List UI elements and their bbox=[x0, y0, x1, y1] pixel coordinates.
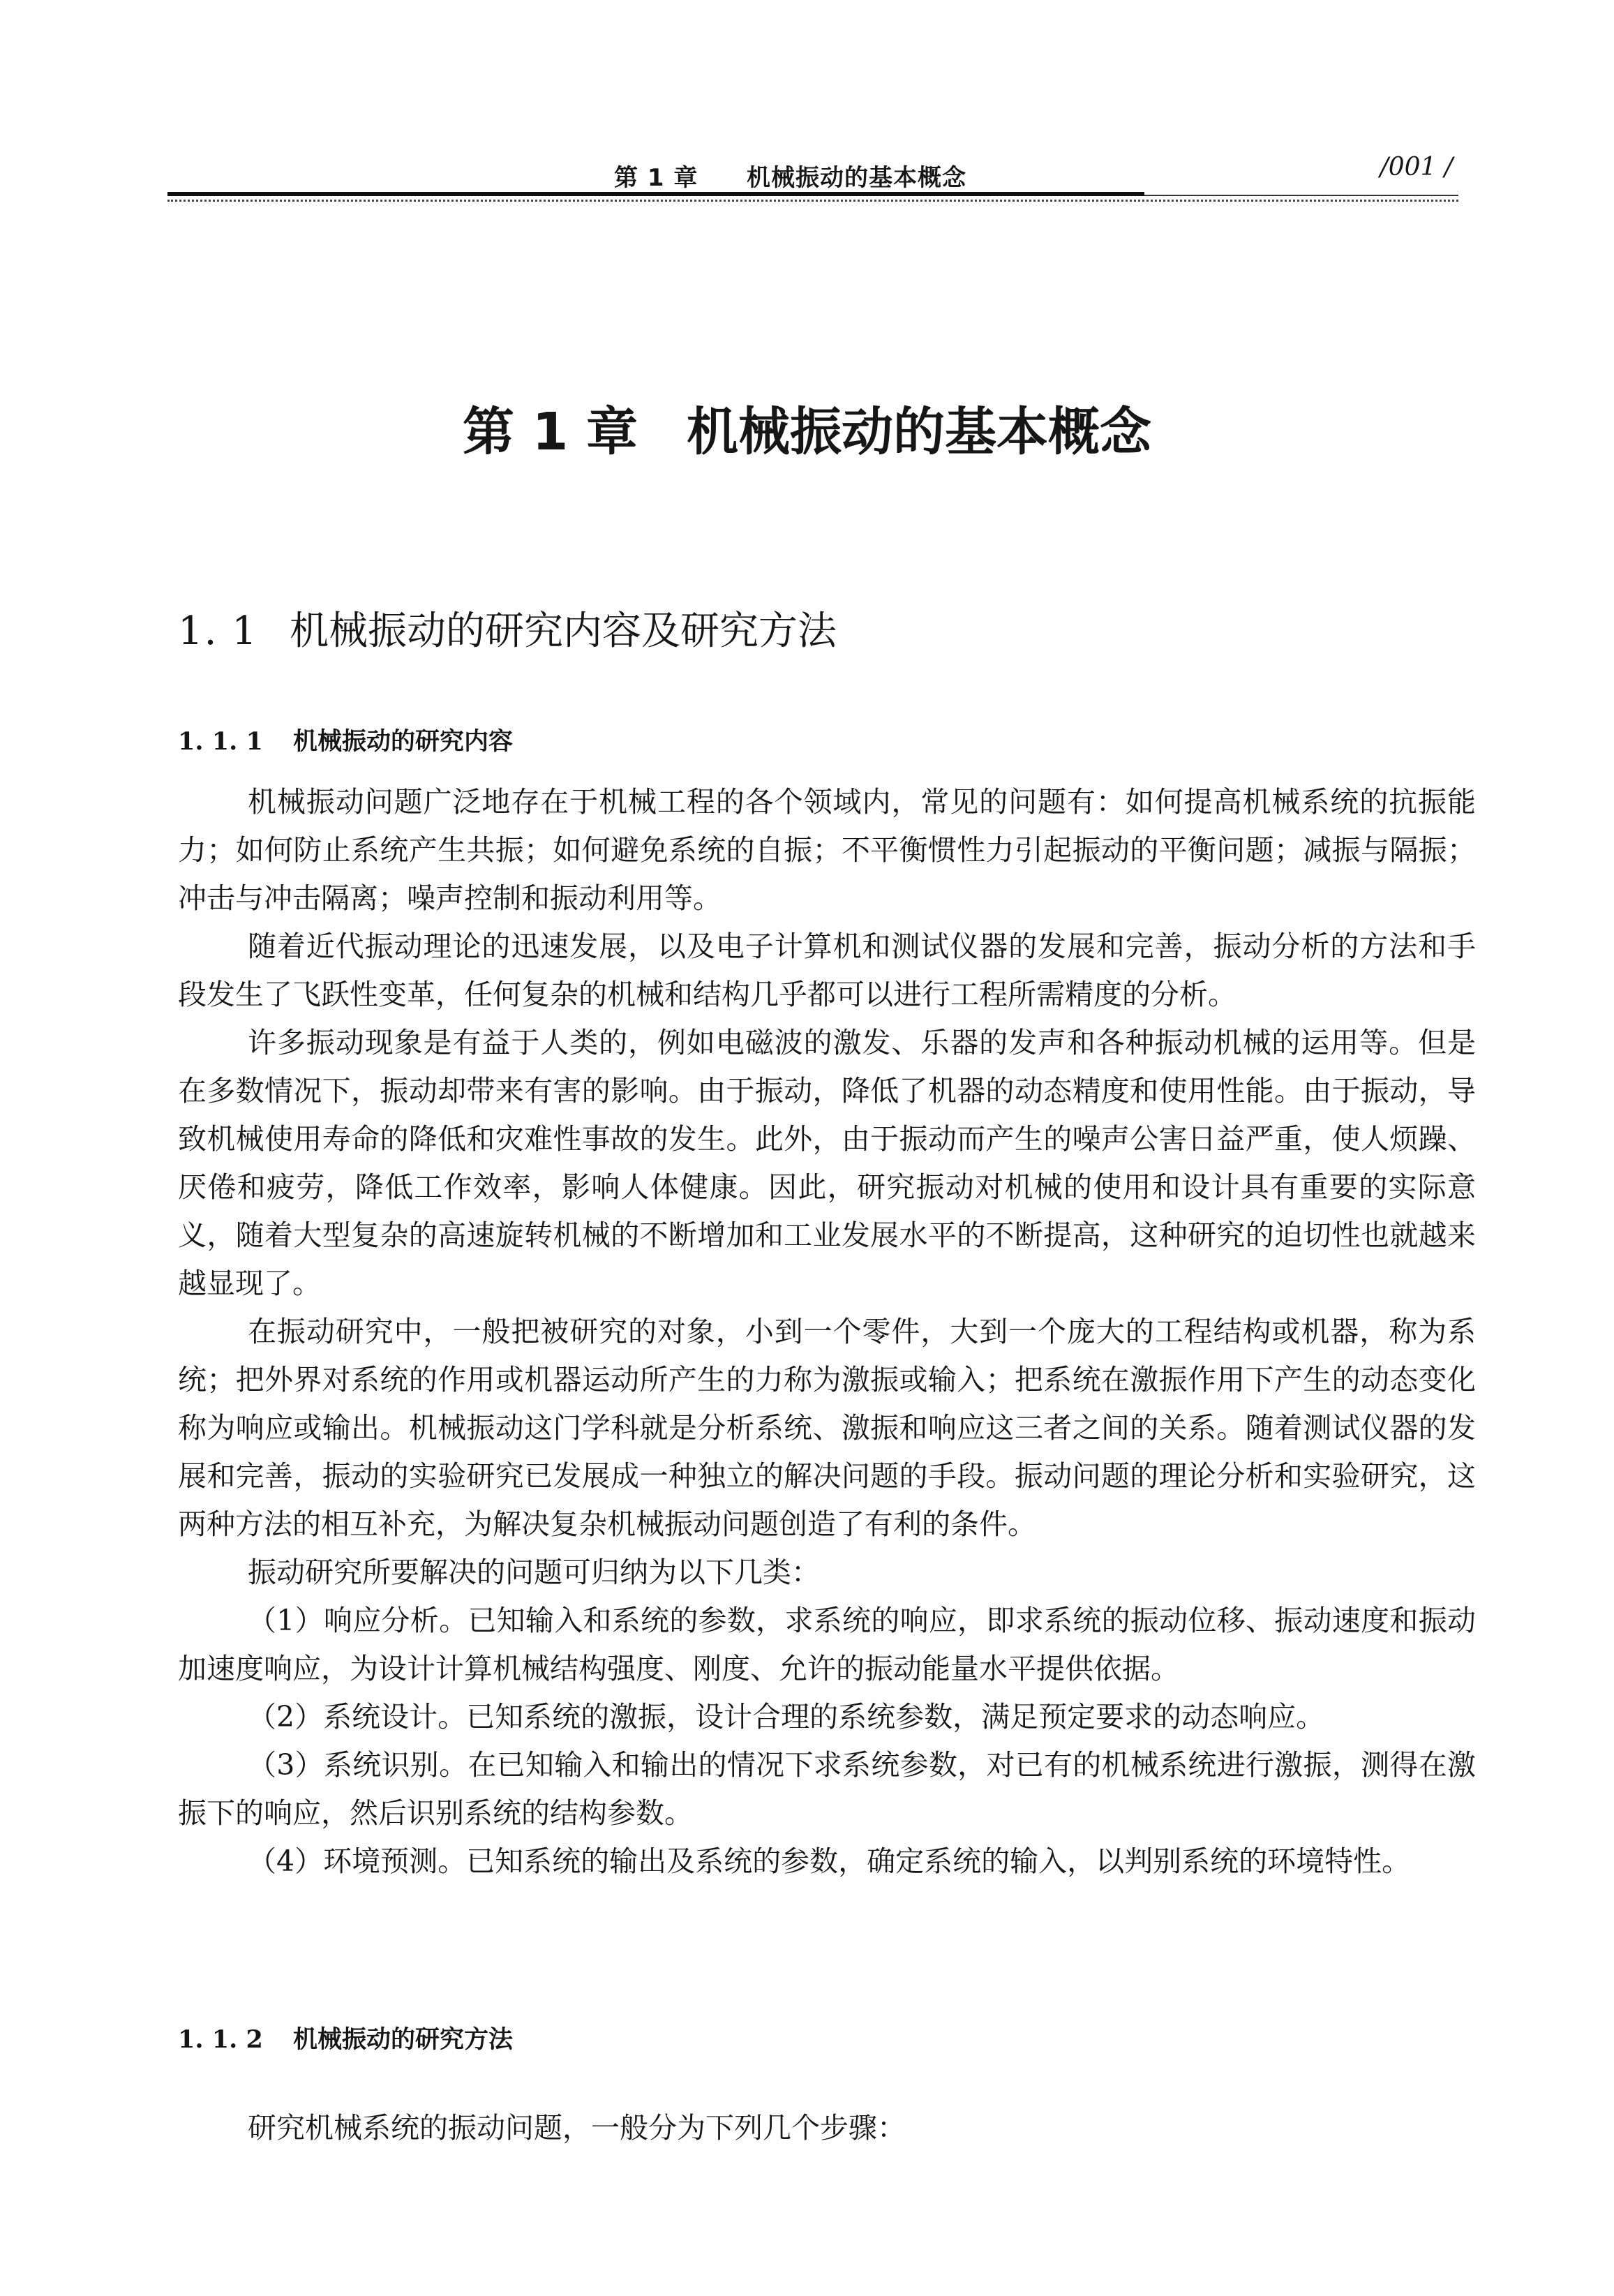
chapter-name: 机械振动的基本概念 bbox=[687, 402, 1151, 462]
subsection-title: 机械振动的研究方法 bbox=[293, 2026, 514, 2054]
paragraph: 研究机械系统的振动问题，一般分为下列几个步骤： bbox=[248, 2111, 906, 2145]
paragraph: 在振动研究中，一般把被研究的对象，小到一个零件，大到一个庞大的工程结构或机器，称为系统；把外界对系统的作用或机器运动所产生的力称为激振或输入；把系统在激振作用下产生的动态变化称为响应或输出。机械振动这门学科就是分析系统、激振和响应这三者之间的关系。随着测试仪器的发展和完善，振动的实验研究已发展成一种独立的解决问题的手段。振动问题的理论分析和实验研究，这两种方法的相互补充，为解决复杂机械振动问题创造了有利的条件。 bbox=[178, 1315, 1476, 1541]
subsection-heading-1 bbox=[178, 722, 513, 757]
chapter-title bbox=[0, 391, 1614, 465]
running-header bbox=[167, 143, 1458, 199]
running-header-chapter: 第 1 章 bbox=[614, 164, 698, 192]
header-rule-thick bbox=[167, 192, 1144, 196]
header-rule-thin bbox=[1144, 195, 1458, 196]
list-item: （2）系统设计。已知系统的激振，设计合理的系统参数，满足预定要求的动态响应。 bbox=[248, 1700, 1325, 1734]
paragraph: 机械振动问题广泛地存在于机械工程的各个领域内，常见的问题有：如何提高机械系统的抗振能力；如何防止系统产生共振；如何避免系统的自振；不平衡惯性力引起振动的平衡问题；减振与隔振；冲击与冲击隔离；噪声控制和振动利用等。 bbox=[178, 785, 1476, 915]
list-item: （4）环境预测。已知系统的输出及系统的参数，确定系统的输入，以判别系统的环境特性。 bbox=[248, 1844, 1411, 1878]
body-text bbox=[178, 778, 1476, 1886]
page-number: /001 / bbox=[1380, 153, 1453, 181]
subsection-heading-2 bbox=[178, 2020, 513, 2055]
subsection-title: 机械振动的研究内容 bbox=[293, 728, 514, 756]
paragraph: 许多振动现象是有益于人类的，例如电磁波的激发、乐器的发声和各种振动机械的运用等。但是在多数情况下，振动却带来有害的影响。由于振动，降低了机器的动态精度和使用性能。由于振动，导致机械使用寿命的降低和灾难性事故的发生。此外，由于振动而产生的噪声公害日益严重，使人烦躁、厌倦和疲劳，降低工作效率，影响人体健康。因此，研究振动对机械的使用和设计具有重要的实际意义，随着大型复杂的高速旋转机械的不断增加和工业发展水平的不断提高，这种研究的迫切性也就越来越显现了。 bbox=[178, 1026, 1476, 1300]
paragraph: 随着近代振动理论的迅速发展，以及电子计算机和测试仪器的发展和完善，振动分析的方法和手段发生了飞跃性变革，任何复杂的机械和结构几乎都可以进行工程所需精度的分析。 bbox=[178, 930, 1476, 1011]
section-title: 机械振动的研究内容及研究方法 bbox=[290, 609, 837, 654]
section-heading bbox=[178, 600, 837, 656]
list-item: （3）系统识别。在已知输入和输出的情况下求系统参数，对已有的机械系统进行激振，测得在激振下的响应，然后识别系统的结构参数。 bbox=[178, 1748, 1476, 1830]
paragraph: 振动研究所要解决的问题可归纳为以下几类： bbox=[248, 1556, 820, 1589]
header-rule-dotted bbox=[167, 200, 1458, 202]
section-number: 1. 1 bbox=[178, 609, 258, 654]
subsection-number: 1. 1. 1 bbox=[178, 727, 263, 756]
chapter-label: 第 1 章 bbox=[462, 402, 638, 462]
running-header-title: 机械振动的基本概念 bbox=[747, 164, 966, 192]
subsection-number: 1. 1. 2 bbox=[178, 2025, 263, 2054]
list-item: （1）响应分析。已知输入和系统的参数，求系统的响应，即求系统的振动位移、振动速度和振动加速度响应，为设计计算机械结构强度、刚度、允许的振动能量水平提供依据。 bbox=[178, 1604, 1476, 1685]
